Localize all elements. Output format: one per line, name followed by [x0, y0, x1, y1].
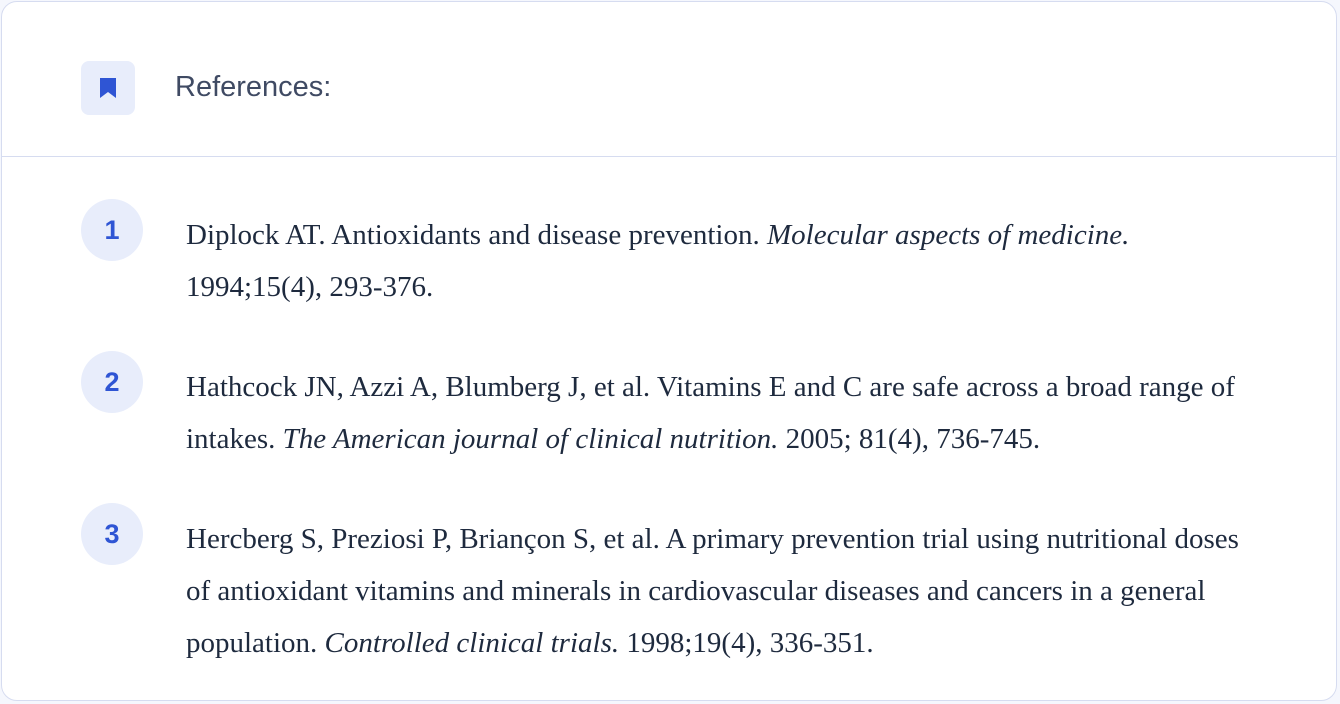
reference-authors-title: Diplock AT. Antioxidants and disease prevention. — [186, 219, 767, 251]
reference-citation: 1994;15(4), 293-376. — [186, 271, 434, 303]
references-card — [1, 1, 1337, 701]
references-title: References: — [175, 71, 332, 103]
bookmark-badge — [81, 61, 135, 115]
reference-text — [186, 209, 1266, 313]
reference-journal: The American journal of clinical nutrition. — [282, 423, 779, 455]
reference-number: 3 — [81, 503, 143, 565]
bookmark-icon — [98, 77, 118, 99]
reference-citation: 1998;19(4), 336-351. — [619, 627, 874, 659]
references-header — [2, 2, 1336, 157]
reference-text — [186, 361, 1266, 465]
reference-authors-title: Hathcock JN, Azzi A, Blumberg J, et al. Vitamins E and C are safe across a broad range of intakes. — [186, 371, 1235, 455]
reference-text — [186, 513, 1266, 669]
reference-citation: 2005; 81(4), 736-745. — [778, 423, 1041, 455]
reference-journal: Molecular aspects of medicine. — [766, 219, 1130, 251]
reference-number: 1 — [81, 199, 143, 261]
reference-journal: Controlled clinical trials. — [324, 627, 620, 659]
reference-number: 2 — [81, 351, 143, 413]
reference-authors-title: Hercberg S, Preziosi P, Briançon S, et al. A primary prevention trial using nutritional doses of antioxidant vitamins and minerals in cardiovascular diseases and cancers in a general population. — [186, 523, 1239, 659]
